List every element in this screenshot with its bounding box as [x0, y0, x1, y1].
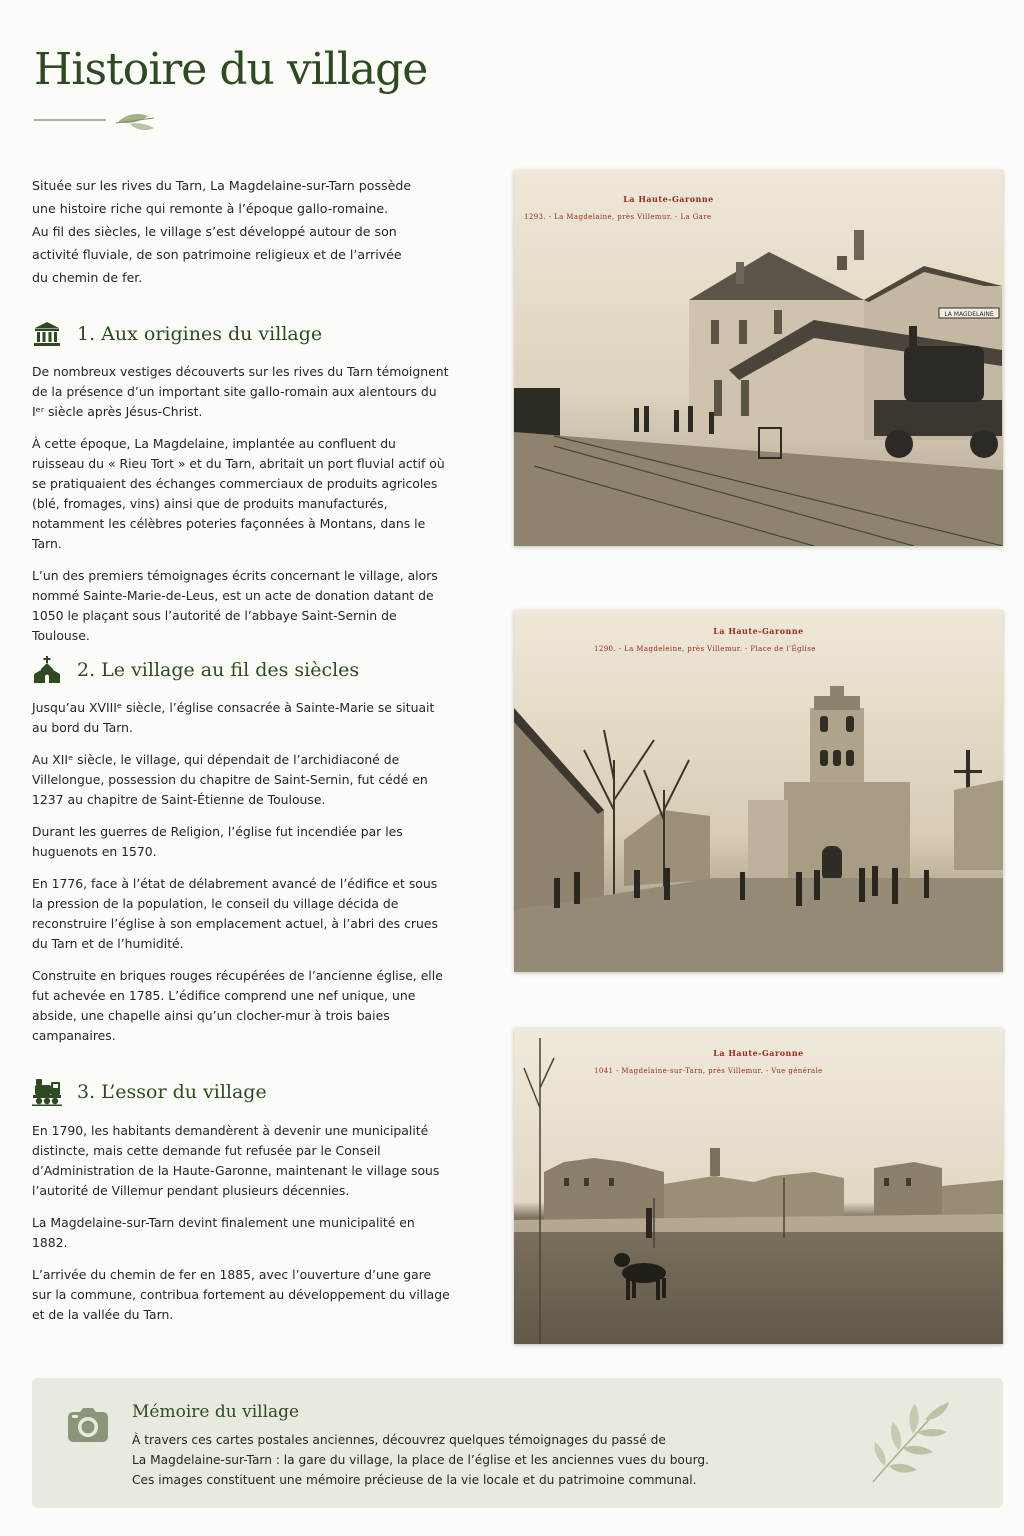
postcard-caption: 1293. - La Magdelaine, près Villemur. - La Gare: [524, 213, 712, 221]
section-heading-centuries: [32, 654, 359, 686]
intro-line: du chemin de fer.: [32, 270, 143, 285]
section-title: 2. Le village au fil des siècles: [77, 659, 360, 681]
intro-line: Au fil des siècles, le village s’est développé autour de son: [32, 224, 397, 239]
memory-line: Ces images constituent une mémoire précieuse de la vie locale et du patrimoine communal.: [132, 1473, 697, 1487]
memory-text: [132, 1430, 832, 1490]
paragraph: Jusqu’au XVIIIᵉ siècle, l’église consacrée à Sainte-Marie se situait au bord du Tarn.: [32, 700, 435, 735]
postcard-general-view: [514, 1028, 1003, 1344]
church-square-photo: [514, 610, 1003, 972]
paragraph: En 1776, face à l’état de délabrement avancé de l’édifice et sous la pression de la population, le conseil du village décida de reconstruire l’église à son emplacement actuel, à l’abri des crues du Tarn et de l’humidité.: [32, 876, 438, 951]
paragraph: L’arrivée du chemin de fer en 1885, avec l’ouverture d’une gare sur la commune, contribua fortement au développement du village et de la vallée du Tarn.: [32, 1267, 450, 1322]
camera-icon: [66, 1406, 110, 1446]
section-body-centuries: [32, 698, 452, 1058]
memory-line: La Magdelaine-sur-Tarn : la gare du village, la place de l’église et les anciennes vues du bourg.: [132, 1453, 710, 1467]
paragraph: La Magdelaine-sur-Tarn devint finalement une municipalité en 1882.: [32, 1215, 415, 1250]
postcard-caption: 1290. - La Magdeleine, près Villemur. - Place de l’Église: [594, 645, 816, 653]
postcard-church-square: [514, 610, 1003, 972]
intro-line: une histoire riche qui remonte à l’époque gallo-romaine.: [32, 201, 389, 216]
postcard-region-label: La Haute-Garonne: [623, 194, 714, 204]
postcard-caption: 1041 - Magdelaine-sur-Tarn, près Villemur. - Vue générale: [594, 1067, 823, 1075]
leaf-divider-icon: [34, 108, 164, 134]
section-body-growth: [32, 1121, 452, 1337]
section-title: 3. L’essor du village: [77, 1081, 267, 1103]
leaf-sprig-icon: [863, 1398, 953, 1488]
locomotive-icon: [32, 1077, 62, 1107]
section-heading-origins: [32, 318, 322, 350]
page-title: Histoire du village: [34, 44, 428, 95]
paragraph: De nombreux vestiges découverts sur les rives du Tarn témoignent de la présence d’un important site gallo-romain aux alentours du Iᵉʳ siècle après Jésus-Christ.: [32, 364, 449, 419]
general-view-photo: [514, 1028, 1003, 1344]
section-body-origins: [32, 362, 452, 658]
paragraph: À cette époque, La Magdelaine, implantée au confluent du ruisseau du « Rieu Tort » et du Tarn, abritait un port fluvial actif où se pratiquaient des échanges commerciaux de produits agricoles (blé, fromages, vins) ainsi que de produits manufacturés, notamment les célèbres poteries façonnées à Montans, dans le Tarn.: [32, 436, 445, 551]
paragraph: En 1790, les habitants demandèrent à devenir une municipalité distincte, mais cette demande fut refusée par le Conseil d’Administration de la Haute-Garonne, maintenant le village sous l’autorité de Villemur pendant plusieurs décennies.: [32, 1123, 440, 1198]
paragraph: Durant les guerres de Religion, l’église fut incendiée par les huguenots en 1570.: [32, 824, 403, 859]
postcard-region-label: La Haute-Garonne: [713, 1048, 804, 1058]
paragraph: L’un des premiers témoignages écrits concernant le village, alors nommé Sainte-Marie-de-Leus, est un acte de donation datant de 1050 le plaçant sous l’autorité de l’abbaye Saint-Sernin de Toulouse.: [32, 568, 438, 643]
memory-title: Mémoire du village: [132, 1402, 300, 1422]
postcard-station: [514, 170, 1003, 546]
intro-line: activité fluviale, de son patrimoine religieux et de l’arrivée: [32, 247, 402, 262]
intro-line: Située sur les rives du Tarn, La Magdelaine-sur-Tarn possède: [32, 178, 412, 193]
memory-line: À travers ces cartes postales anciennes, découvrez quelques témoignages du passé de: [132, 1433, 666, 1447]
section-title: 1. Aux origines du village: [77, 323, 323, 345]
memory-panel: [32, 1378, 1003, 1508]
temple-icon: [32, 319, 62, 349]
postcard-region-label: La Haute-Garonne: [713, 626, 804, 636]
section-heading-growth: [32, 1076, 267, 1108]
station-photo: [514, 170, 1003, 546]
paragraph: Au XIIᵉ siècle, le village, qui dépendait de l’archidiaconé de Villelongue, possession du chapitre de Saint-Sernin, fut cédé en 1237 au chapitre de Saint-Étienne de Toulouse.: [32, 752, 428, 807]
intro-text: [32, 174, 432, 289]
church-icon: [32, 655, 62, 685]
station-sign: LA MAGDELAINE: [944, 311, 994, 318]
paragraph: Construite en briques rouges récupérées de l’ancienne église, elle fut achevée en 1785. L’édifice comprend une nef unique, une abside, une chapelle ainsi qu’un clocher-mur à trois baies campanaires.: [32, 968, 443, 1043]
